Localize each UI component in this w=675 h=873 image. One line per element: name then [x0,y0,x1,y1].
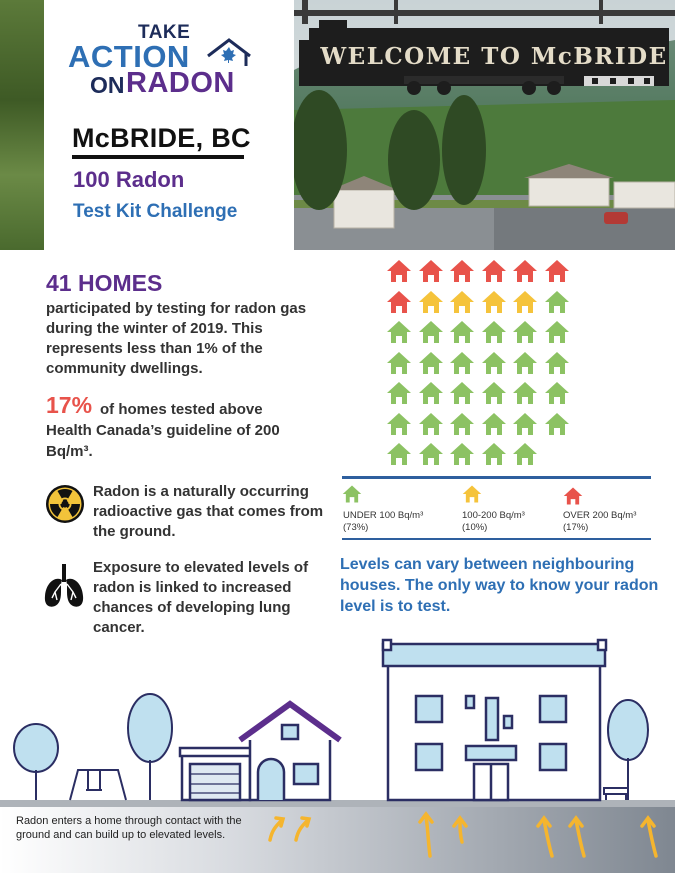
home-result-yellow-icon [418,289,444,315]
home-result-red-icon [481,258,507,284]
levels-vary-message: Levels can vary between neighbouring houses. The only way to know your radon level is to test. [340,556,659,615]
home-result-green-icon [481,411,507,437]
logo-house-icon [206,38,252,68]
home-result-green-icon [418,380,444,406]
home-result-yellow-icon [512,289,538,315]
home-result-green-icon [386,380,412,406]
logo-radon-text: RADON [126,67,235,99]
challenge-title-line1: 100 Radon [73,167,185,192]
home-result-green-icon [544,411,570,437]
home-result-green-icon [386,350,412,376]
header-foliage-photo [0,0,44,250]
welcome-sign-text: WELCOME TO McBRIDE [320,43,668,70]
legend-top-rule [342,476,651,479]
legend-high-percent: (17%) [563,522,589,533]
legend-mid-percent: (10%) [462,522,488,533]
percent-description: of homes tested above Health Canada’s guideline of 200 Bq/m³. [46,401,280,460]
logo-action-text: ACTION [68,39,190,74]
home-result-green-icon [544,380,570,406]
home-result-yellow-icon [481,289,507,315]
logo-on-text: ON [90,72,125,98]
legend-bottom-rule [342,538,651,540]
home-result-red-icon [544,258,570,284]
home-result-green-icon [449,319,475,345]
legend-low-label: UNDER 100 Bq/m³ [343,510,424,521]
home-result-green-icon [544,289,570,315]
home-result-red-icon [386,289,412,315]
home-result-green-icon [544,350,570,376]
radiation-icon [45,484,85,524]
home-result-green-icon [481,441,507,467]
home-result-green-icon [449,411,475,437]
home-result-green-icon [418,441,444,467]
bench [604,788,628,800]
home-result-green-icon [386,319,412,345]
tree-right [608,700,648,800]
legend-red-house-icon [563,486,583,506]
home-result-green-icon [512,380,538,406]
house [240,704,340,800]
home-result-green-icon [418,411,444,437]
tree-mid [128,694,172,800]
lung-cancer-fact: Exposure to elevated levels of radon is linked to increased chances of developing lung cancer. [93,559,309,636]
home-result-yellow-icon [449,289,475,315]
city-title: McBRIDE, BC [72,123,251,153]
lungs-icon [42,562,86,610]
mcbride-welcome-sign-photo [294,0,675,250]
homes-description: participated by testing for radon gas during the winter of 2019. This represents less than 1% of the community dwellings. [46,300,307,377]
home-result-red-icon [449,258,475,284]
legend-low-percent: (73%) [343,522,369,533]
swing-set [70,770,126,800]
maple-leaf-icon [221,47,236,63]
home-result-green-icon [512,411,538,437]
legend-mid-label: 100-200 Bq/m³ [462,510,525,521]
legend-yellow-house-icon [462,484,482,504]
legend-green-house-icon [342,484,362,504]
radon-definition-fact: Radon is a naturally occurring radioactive gas that comes from the ground. [93,483,324,540]
take-action-on-radon-logo [68,22,258,102]
percent-above-guideline: 17% [46,392,93,418]
home-result-green-icon [512,441,538,467]
home-result-red-icon [386,258,412,284]
garage [180,748,252,800]
home-result-green-icon [449,441,475,467]
legend-high-label: OVER 200 Bq/m³ [563,510,637,521]
home-result-green-icon [481,350,507,376]
radon-entry-note: Radon enters a home through contact with the ground and can build up to elevated levels. [16,815,242,841]
tree-left [14,724,58,800]
home-result-red-icon [512,258,538,284]
home-result-green-icon [449,350,475,376]
home-result-green-icon [386,411,412,437]
city-underline [72,155,244,159]
homes-count-headline: 41 HOMES [46,270,163,296]
home-result-green-icon [512,350,538,376]
home-result-green-icon [449,380,475,406]
home-result-green-icon [544,319,570,345]
home-result-green-icon [386,441,412,467]
home-result-green-icon [418,350,444,376]
home-result-green-icon [481,380,507,406]
apartment-building [383,640,606,800]
challenge-title-line2: Test Kit Challenge [73,201,238,222]
home-result-green-icon [418,319,444,345]
home-result-green-icon [512,319,538,345]
home-result-green-icon [481,319,507,345]
logo-take-text: TAKE [138,22,191,43]
home-result-red-icon [418,258,444,284]
